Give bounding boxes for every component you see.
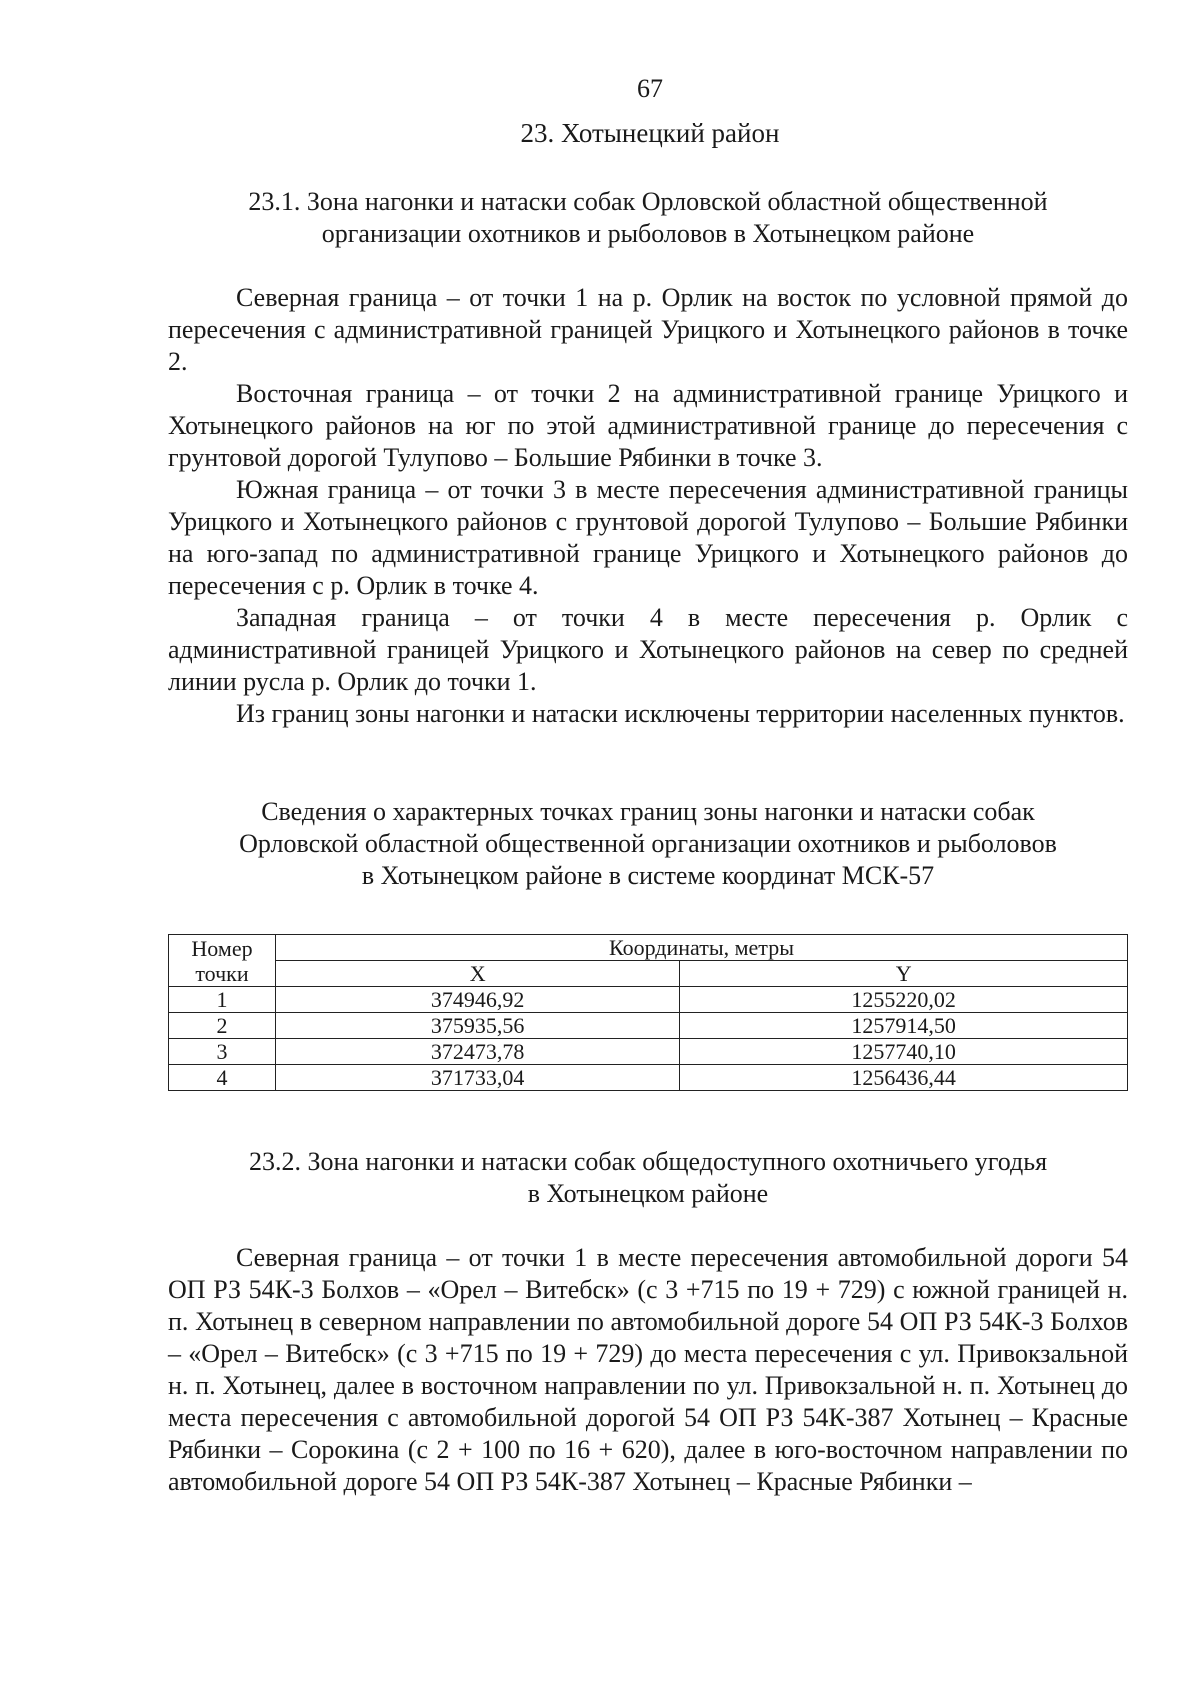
table-caption-line1: Сведения о характерных точках границ зоны нагонки и натаски собак [261,797,1035,826]
paragraph-south-boundary: Южная граница – от точки 3 в месте пересечения административной границы Урицкого и Хотынецкого районов с грунтовой дорогой Тулупово – Большие Рябинки на юго-запад по административной границе Урицкого и Хотынецкого районов до пересечения с р. Орлик в точке 4. [168,475,1128,600]
paragraph-west-boundary: Западная граница – от точки 4 в месте пересечения р. Орлик с административной границей Урицкого и Хотынецкого районов на север по средней линии русла р. Орлик до точки 1. [168,603,1128,696]
table-header-row [169,935,1128,961]
table-subheader-row [169,961,1128,987]
subsection-1-title-line2: организации охотников и рыболовов в Хотынецком районе [321,219,975,248]
coordinates-table [168,934,1128,1091]
cell-point-number: 1 [169,987,276,1013]
cell-x: 375935,56 [276,1013,680,1039]
paragraph-north-boundary-2: Северная граница – от точки 1 в месте пересечения автомобильной дороги 54 ОП РЗ 54К-3 Болхов – «Орел – Витебск» (с 3 +715 по 19 + 729) с южной границей н. п. Хотынец в северном направлении по автомобильной дороге 54 ОП РЗ 54К-3 Болхов – «Орел – Витебск» (с 3 +715 по 19 + 729) до места пересечения с ул. Привокзальной н. п. Хотынец, далее в восточном направлении по ул. Привокзальной н. п. Хотынец до места пересечения с автомобильной дорогой 54 ОП РЗ 54К-387 Хотынец – Красные Рябинки – Сорокина (с 2 + 100 по 16 + 620), далее в юго-восточном направлении по автомобильной дороге 54 ОП РЗ 54К-387 Хотынец – Красные Рябинки – [168,1243,1128,1496]
cell-point-number: 4 [169,1065,276,1091]
cell-y: 1257740,10 [680,1039,1128,1065]
cell-y: 1256436,44 [680,1065,1128,1091]
header-point-number-line2: точки [195,960,249,986]
cell-y: 1257914,50 [680,1013,1128,1039]
table-row [169,987,1128,1013]
cell-y: 1255220,02 [680,987,1128,1013]
cell-point-number: 3 [169,1039,276,1065]
subsection-1-title [168,186,1128,250]
section-title: 23. Хотынецкий район [520,118,780,148]
table-row [169,1013,1128,1039]
table-caption-line2: Орловской областной общественной организации охотников и рыболовов [239,829,1057,858]
table-row [169,1039,1128,1065]
cell-x: 371733,04 [276,1065,680,1091]
paragraph-exclusions: Из границ зоны нагонки и натаски исключены территории населенных пунктов. [236,699,1125,728]
header-point-number-line1: Номер [191,935,253,961]
subsection-1-title-line1: 23.1. Зона нагонки и натаски собак Орловской областной общественной [248,187,1048,216]
page-number: 67 [637,74,663,103]
cell-point-number: 2 [169,1013,276,1039]
paragraph-north-boundary: Северная граница – от точки 1 на р. Орлик на восток по условной прямой до пересечения с административной границей Урицкого и Хотынецкого районов в точке 2. [168,283,1128,376]
subsection-2-body [168,1242,1128,1498]
subsection-1-body [168,282,1128,730]
header-point-number [169,935,276,987]
subsection-2-title-line1: 23.2. Зона нагонки и натаски собак общедоступного охотничьего угодья [248,1147,1048,1176]
table-caption-line3: в Хотынецком районе в системе координат МСК-57 [361,861,935,890]
table-caption [168,796,1128,892]
header-y: Y [680,961,1128,987]
paragraph-east-boundary: Восточная граница – от точки 2 на административной границе Урицкого и Хотынецкого районов на юг по этой административной границе до пересечения с грунтовой дорогой Тулупово – Большие Рябинки в точке 3. [168,379,1128,472]
subsection-2-title [168,1146,1128,1210]
table-row [169,1065,1128,1091]
subsection-2-title-line2: в Хотынецком районе [527,1179,769,1208]
cell-x: 372473,78 [276,1039,680,1065]
cell-x: 374946,92 [276,987,680,1013]
header-coordinates: Координаты, метры [276,935,1128,961]
header-x: X [276,961,680,987]
